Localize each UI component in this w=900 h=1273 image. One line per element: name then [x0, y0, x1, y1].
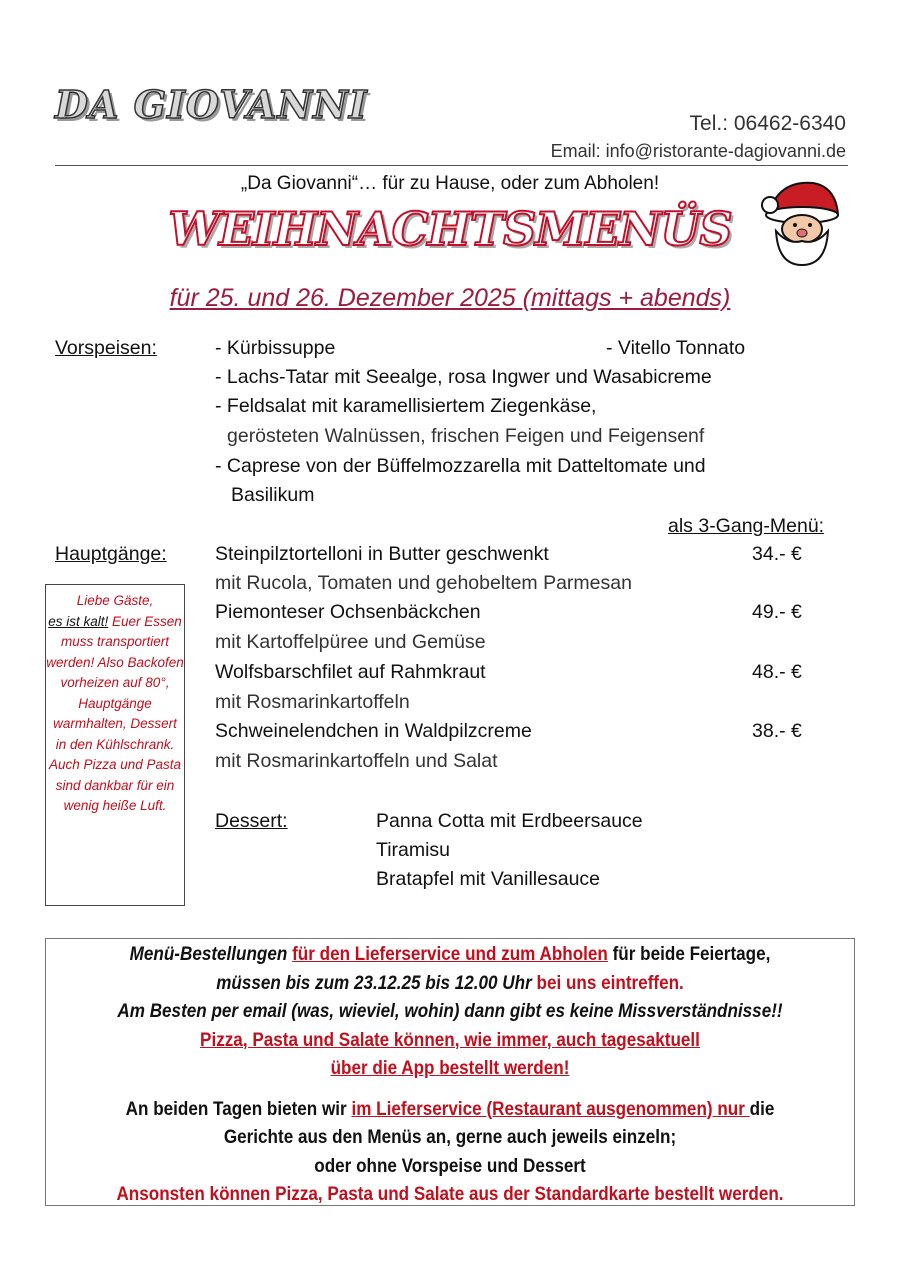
info-text: Menü-Bestellungen [129, 944, 293, 965]
dessert-label: Dessert: [215, 810, 288, 832]
main-dish-price: 48.- € [752, 661, 802, 683]
main-dish-side: mit Rucola, Tomaten und gehobeltem Parmesan [215, 572, 632, 594]
info-text: oder ohne Vorspeise und Dessert [314, 1155, 586, 1177]
info-highlight: bei uns eintreffen. [536, 972, 684, 994]
main-dish-price: 34.- € [752, 543, 802, 565]
order-deadline: müssen bis zum 23.12.25 bis 12.00 Uhr [216, 972, 537, 994]
dessert-item: Tiramisu [376, 839, 451, 861]
info-text: An beiden Tagen bieten wir [125, 1098, 352, 1120]
email-address: Email: info@ristorante-dagiovanni.de [550, 141, 846, 161]
menu-price-header: als 3-Gang-Menü: [668, 515, 825, 537]
tagline: „Da Giovanni“… für zu Hause, oder zum Abholen! [240, 173, 660, 194]
main-dish-side: mit Rosmarinkartoffeln und Salat [215, 750, 498, 772]
main-dish-name: Wolfsbarschfilet auf Rahmkraut [215, 661, 486, 683]
page-title: WEIHNACHTSMENÜS [168, 202, 732, 256]
date-line: für 25. und 26. Dezember 2025 (mittags + abends) [169, 284, 731, 312]
starter-item-detail: Basilikum [231, 484, 315, 506]
dessert-item: Bratapfel mit Vanillesauce [376, 868, 601, 890]
info-highlight: für den Lieferservice und zum Abholen [292, 944, 608, 965]
info-text: Am Besten per email (was, wieviel, wohin) dann gibt es keine Missverständnisse!! [117, 1001, 783, 1022]
dessert-item: Panna Cotta mit Erdbeersauce [376, 810, 643, 832]
main-dish-price: 49.- € [752, 601, 802, 623]
info-text: für beide Feiertage, [607, 944, 771, 965]
info-highlight: Ansonsten können Pizza, Pasta und Salate aus der Standardkarte bestellt werden. [116, 1184, 784, 1205]
note-text: Euer Essen muss transportiert werden! Also Backofen vorheizen auf 80°, Hauptgänge warmhalten, Dessert in den Kühlschrank. Auch Pizza und Pasta sind dankbar für ein wenig heiße Luft. [46, 613, 184, 813]
starter-item: - Kürbissuppe [215, 337, 336, 359]
order-info-box [45, 938, 855, 1206]
info-highlight: Pizza, Pasta und Salate können, wie immer, auch tagesaktuell [200, 1029, 700, 1051]
info-text: Gerichte aus den Menüs an, gerne auch jeweils einzeln; [223, 1127, 677, 1148]
main-dish-price: 38.- € [752, 720, 802, 742]
main-dish-name: Piemonteser Ochsenbäckchen [215, 601, 481, 623]
main-dish-side: mit Rosmarinkartoffeln [215, 691, 410, 713]
santa-icon [758, 175, 842, 267]
vorspeisen-label: Vorspeisen: [55, 337, 157, 359]
note-greeting: Liebe Gäste, [76, 593, 154, 608]
starter-item: - Vitello Tonnato [606, 337, 746, 359]
starter-item: - Lachs-Tatar mit Seealge, rosa Ingwer und Wasabicreme [215, 366, 712, 388]
info-highlight: im Lieferservice (Restaurant ausgenommen) nur [351, 1098, 750, 1120]
starter-item: - Caprese von der Büffelmozzarella mit Datteltomate und [215, 455, 706, 477]
cold-weather-note [45, 584, 185, 906]
starter-item: - Feldsalat mit karamellisiertem Ziegenkäse, [215, 395, 597, 417]
restaurant-logo: DA GIOVANNI [55, 82, 368, 127]
header-divider [55, 165, 848, 166]
hauptgaenge-label: Hauptgänge: [55, 543, 167, 565]
phone-number: Tel.: 06462-6340 [689, 112, 846, 135]
main-dish-name: Schweinelendchen in Waldpilzcreme [215, 720, 532, 742]
info-text: die [749, 1098, 775, 1120]
note-emphasis: es ist kalt! [48, 613, 109, 629]
info-highlight: über die App bestellt werden! [330, 1058, 570, 1079]
starter-item-detail: gerösteten Walnüssen, frischen Feigen und Feigensenf [227, 425, 705, 447]
main-dish-side: mit Kartoffelpüree und Gemüse [215, 631, 486, 653]
main-dish-name: Steinpilztortelloni in Butter geschwenkt [215, 543, 549, 565]
